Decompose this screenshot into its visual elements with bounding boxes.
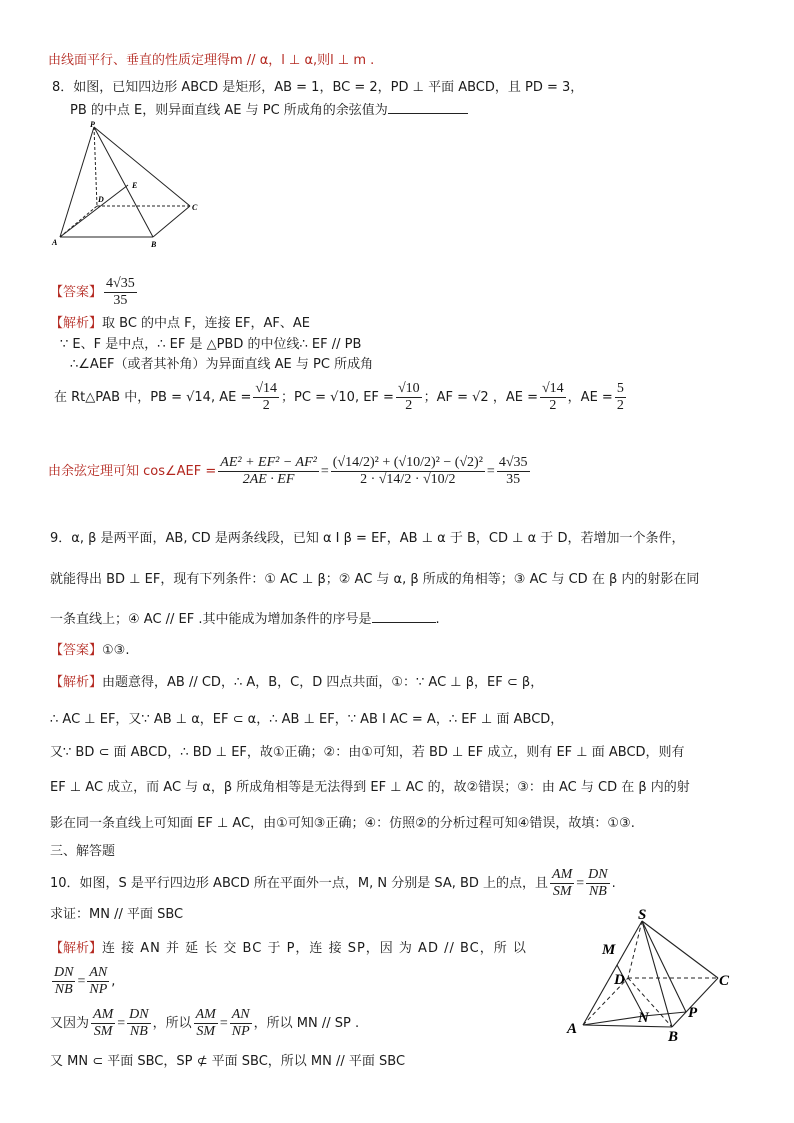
q10-analysis-line1 xyxy=(50,940,527,958)
q8-a4-af: ；AF = √2 ，AE = xyxy=(423,390,538,405)
edge-ab xyxy=(583,1025,672,1027)
label-C: C xyxy=(192,203,198,212)
q8-a4-frac3-num: √14 xyxy=(541,381,564,396)
q8-a4-frac4-den: 2 xyxy=(616,398,624,413)
q9-analysis-tag: 【解析】 xyxy=(50,675,103,690)
edge-sd-hidden xyxy=(628,921,642,978)
edge-ad-hidden xyxy=(60,206,97,237)
q10-stem-pre: 10．如图，S 是平行四边形 ABCD 所在平面外一点，M, N 分别是 SA, BD 上的点，且 xyxy=(50,876,549,891)
label-B: B xyxy=(668,1029,679,1044)
section-3-heading: 三、解答题 xyxy=(50,844,116,859)
q10-stem-frac1-num: AM xyxy=(552,867,573,882)
q8-analysis-line2: ∵ E、F 是中点，∴ EF 是 △PBD 的中位线∴ EF // PB xyxy=(60,337,362,352)
q8-analysis-line4 xyxy=(54,380,628,416)
q8-a5-frac1 xyxy=(218,455,319,488)
q9-analysis-line3: 又∵ BD ⊂ 面 ABCD，∴ BD ⊥ EF，故①正确；②：由①可知，若 BD ⊥ EF 成立，则有 EF ⊥ 面 ABCD，则有 xyxy=(50,745,685,760)
label-B: B xyxy=(151,240,157,249)
q10-stem-frac1 xyxy=(550,867,574,900)
q8-analysis-tag: 【解析】 xyxy=(50,316,103,331)
q8-a5-frac2-den: 2 · √14/2 · √10/2 xyxy=(360,472,456,487)
q10-a3-frac4-num: AN xyxy=(231,1007,250,1022)
q10-a2-frac1-den: NB xyxy=(54,982,73,997)
label-E: E xyxy=(132,181,138,190)
q10-a3-frac2 xyxy=(127,1007,150,1040)
q10-a3-eq2: = xyxy=(219,1016,228,1031)
edge-sc xyxy=(642,921,718,978)
q8-a4-frac1-num: √14 xyxy=(255,381,278,396)
q10-a2-frac1 xyxy=(52,965,75,998)
q10-stem-frac2-num: DN xyxy=(588,867,608,882)
q8-a4-mid: ；PC = √10, EF = xyxy=(281,390,394,405)
q10-a3-frac3-num: AM xyxy=(195,1007,216,1022)
q9-stem-line3 xyxy=(50,608,440,629)
q8-a5-frac1-den: 2AE · EF xyxy=(242,472,295,487)
q10-a3-eq1: = xyxy=(117,1016,126,1031)
q10-a3-pre: 又因为 xyxy=(50,1016,90,1031)
edge-np xyxy=(644,1012,686,1016)
q10-a3-frac4 xyxy=(230,1007,252,1040)
q10-a2-end: , xyxy=(111,974,116,989)
q10-a3-frac1-num: AM xyxy=(93,1007,114,1022)
q10-a3-frac2-num: DN xyxy=(129,1007,149,1022)
q9-analysis-text1: 由题意得，AB // CD，∴ A，B，C，D 四点共面，①：∵ AC ⊥ β，EF ⊂ β， xyxy=(102,675,544,690)
q8-a4-pre: 在 Rt△PAB 中，PB = √14, AE = xyxy=(54,390,252,405)
q8-answer-line xyxy=(50,276,139,309)
q8-answer-blank xyxy=(388,99,468,114)
edge-pb xyxy=(94,127,153,237)
q9-answer: ①③. xyxy=(102,643,130,658)
label-A: A xyxy=(567,1021,578,1037)
label-D: D xyxy=(614,972,625,988)
q8-analysis-line1 xyxy=(50,315,310,333)
q8-a5-frac3-num: 4√35 xyxy=(498,455,528,470)
q10-analysis-line2 xyxy=(50,962,115,1002)
q10-stem-frac1-den: SM xyxy=(552,884,572,899)
q9-stem3-pre: 一条直线上；④ AC // EF .其中能成为增加条件的序号是 xyxy=(50,612,372,627)
q10-a3-frac3 xyxy=(194,1007,218,1040)
q8-a4-frac1 xyxy=(253,381,279,414)
q8-answer-tag: 【答案】 xyxy=(50,285,103,300)
label-M: M xyxy=(602,942,616,958)
q10-stem xyxy=(50,864,616,904)
q10-prove: 求证：MN // 平面 SBC xyxy=(50,907,184,922)
q10-analysis-line4: 又 MN ⊂ 平面 SBC，SP ⊄ 平面 SBC，所以 MN // 平面 SBC xyxy=(50,1054,406,1069)
q8-a5-frac2-num: (√14/2)² + (√10/2)² − (√2)² xyxy=(332,455,483,470)
q8-a4-frac2-num: √10 xyxy=(397,381,420,396)
q9-analysis-line4: EF ⊥ AC 成立，而 AC 与 α，β 所成角相等是无法得到 EF ⊥ AC 的，故②错误；③：由 AC 与 CD 在 β 内的射 xyxy=(50,780,690,795)
q8-stem-line2 xyxy=(70,99,468,120)
q9-stem-line1: 9．α, β 是两平面，AB, CD 是两条线段，已知 α I β = EF，AB ⊥ α 于 B，CD ⊥ α 于 D，若增加一个条件， xyxy=(50,531,685,546)
q8-analysis-line5: 由余弦定理可知 cos∠AEF = $\frac{\text{AE² + EF² − AF²}}{2AE \cdot EF}$ = $\frac{\text{(√14/2)² + (√10/2)² − (√2)²}}{2 \cdot √14/2 \cdot √10/2}$ = $\frac{4√35}{35}$ xyxy=(48,455,528,487)
q10-a3-frac4-den: NP xyxy=(231,1024,250,1039)
q10-a2-frac2 xyxy=(87,965,109,998)
q9-analysis-line1 xyxy=(50,674,543,692)
q8-a4-frac4 xyxy=(615,381,626,414)
q10-a3-mid: ，所以 xyxy=(152,1016,192,1031)
q8-stem-line2-text: PB 的中点 E，则异面直线 AE 与 PC 所成角的余弦值为 xyxy=(70,103,388,118)
q8-a5-frac3 xyxy=(497,455,530,488)
q10-a3-frac3-den: SM xyxy=(196,1024,216,1039)
q9-answer-tag: 【答案】 xyxy=(50,643,103,658)
q10-analysis-line3 xyxy=(50,1004,359,1044)
q10-analysis-text1: 连 接 AN 并 延 长 交 BC 于 P，连 接 SP，因 为 AD // BC，所 以 xyxy=(102,941,527,956)
previous-conclusion-line: 由线面平行、垂直的性质定理得m // α，l ⊥ α,则l ⊥ m . xyxy=(48,53,375,68)
q8-a4-frac2-den: 2 xyxy=(405,398,413,413)
label-A: A xyxy=(52,238,58,247)
q9-answer-line xyxy=(50,642,129,660)
q8-a4-frac2 xyxy=(396,381,422,414)
edge-an xyxy=(583,1016,644,1025)
label-N: N xyxy=(638,1010,649,1026)
label-D: D xyxy=(98,195,104,204)
edge-pa xyxy=(60,127,94,237)
edge-bc xyxy=(153,206,190,237)
edge-pd-hidden xyxy=(94,127,97,206)
q10-stem-end: . xyxy=(611,876,616,891)
q8-a5-frac3-den: 35 xyxy=(506,472,521,487)
q10-a3-frac1 xyxy=(91,1007,115,1040)
q8-analysis-text1: 取 BC 的中点 F，连接 EF，AF、AE xyxy=(102,316,310,331)
edge-pc xyxy=(94,127,190,206)
q10-analysis-tag: 【解析】 xyxy=(50,941,103,956)
q8-pyramid-figure xyxy=(50,118,210,252)
label-P: P xyxy=(90,120,95,129)
q10-a3-end: ，所以 MN // SP . xyxy=(253,1016,360,1031)
q10-a2-frac1-num: DN xyxy=(54,965,74,980)
q9-analysis-line2: ∴ AC ⊥ EF，又∵ AB ⊥ α，EF ⊂ α，∴ AB ⊥ EF，∵ AB I AC = A，∴ EF ⊥ 面 ABCD， xyxy=(50,712,564,727)
q10-a2-eq: = xyxy=(77,974,86,989)
q8-a4-frac4-num: 5 xyxy=(616,381,624,396)
q8-answer-fraction xyxy=(104,276,137,309)
q8-a4-frac1-den: 2 xyxy=(262,398,270,413)
edge-sa xyxy=(583,921,642,1025)
q9-analysis-line5: 影在同一条直线上可知面 EF ⊥ AC，由①可知③正确；④：仿照②的分析过程可知④错误，故填：①③. xyxy=(50,816,635,831)
q9-stem-line2: 就能得出 BD ⊥ EF，现有下列条件：① AC ⊥ β；② AC 与 α, β 所成的角相等；③ AC 与 CD 在 β 内的射影在同 xyxy=(50,572,700,587)
q8-a4-frac3-den: 2 xyxy=(549,398,557,413)
label-P: P xyxy=(688,1005,698,1021)
label-S: S xyxy=(638,908,647,923)
q10-stem-eq: = xyxy=(576,876,585,891)
q8-a5-frac2 xyxy=(331,455,485,488)
label-C: C xyxy=(719,973,730,989)
q8-stem-line1: 8．如图，已知四边形 ABCD 是矩形，AB = 1，BC = 2，PD ⊥ 平面 ABCD，且 PD = 3， xyxy=(52,80,584,95)
edge-ae xyxy=(60,185,128,237)
q10-stem-frac2-den: NB xyxy=(588,884,607,899)
q8-analysis-line3: ∴∠AEF（或者其补角）为异面直线 AE 与 PC 所成角 xyxy=(70,357,374,372)
q8-answer-den: 35 xyxy=(113,293,128,308)
q10-pyramid-figure xyxy=(562,908,744,1044)
q10-stem-frac2 xyxy=(586,867,609,900)
q8-answer-num: 4√35 xyxy=(106,276,135,291)
q8-a5-pre: 由余弦定理可知 cos∠AEF = xyxy=(48,464,217,479)
q9-answer-blank xyxy=(372,608,436,623)
q10-a3-frac1-den: SM xyxy=(93,1024,113,1039)
q10-a3-frac2-den: NB xyxy=(129,1024,148,1039)
q10-a2-frac2-den: NP xyxy=(89,982,108,997)
q10-a2-frac2-num: AN xyxy=(89,965,108,980)
q9-stem3-post: . xyxy=(435,612,440,627)
q8-a5-frac1-num: AE² + EF² − AF² xyxy=(220,455,317,470)
q8-a4-ae2: ，AE = xyxy=(567,390,613,405)
q8-a4-frac3 xyxy=(540,381,566,414)
